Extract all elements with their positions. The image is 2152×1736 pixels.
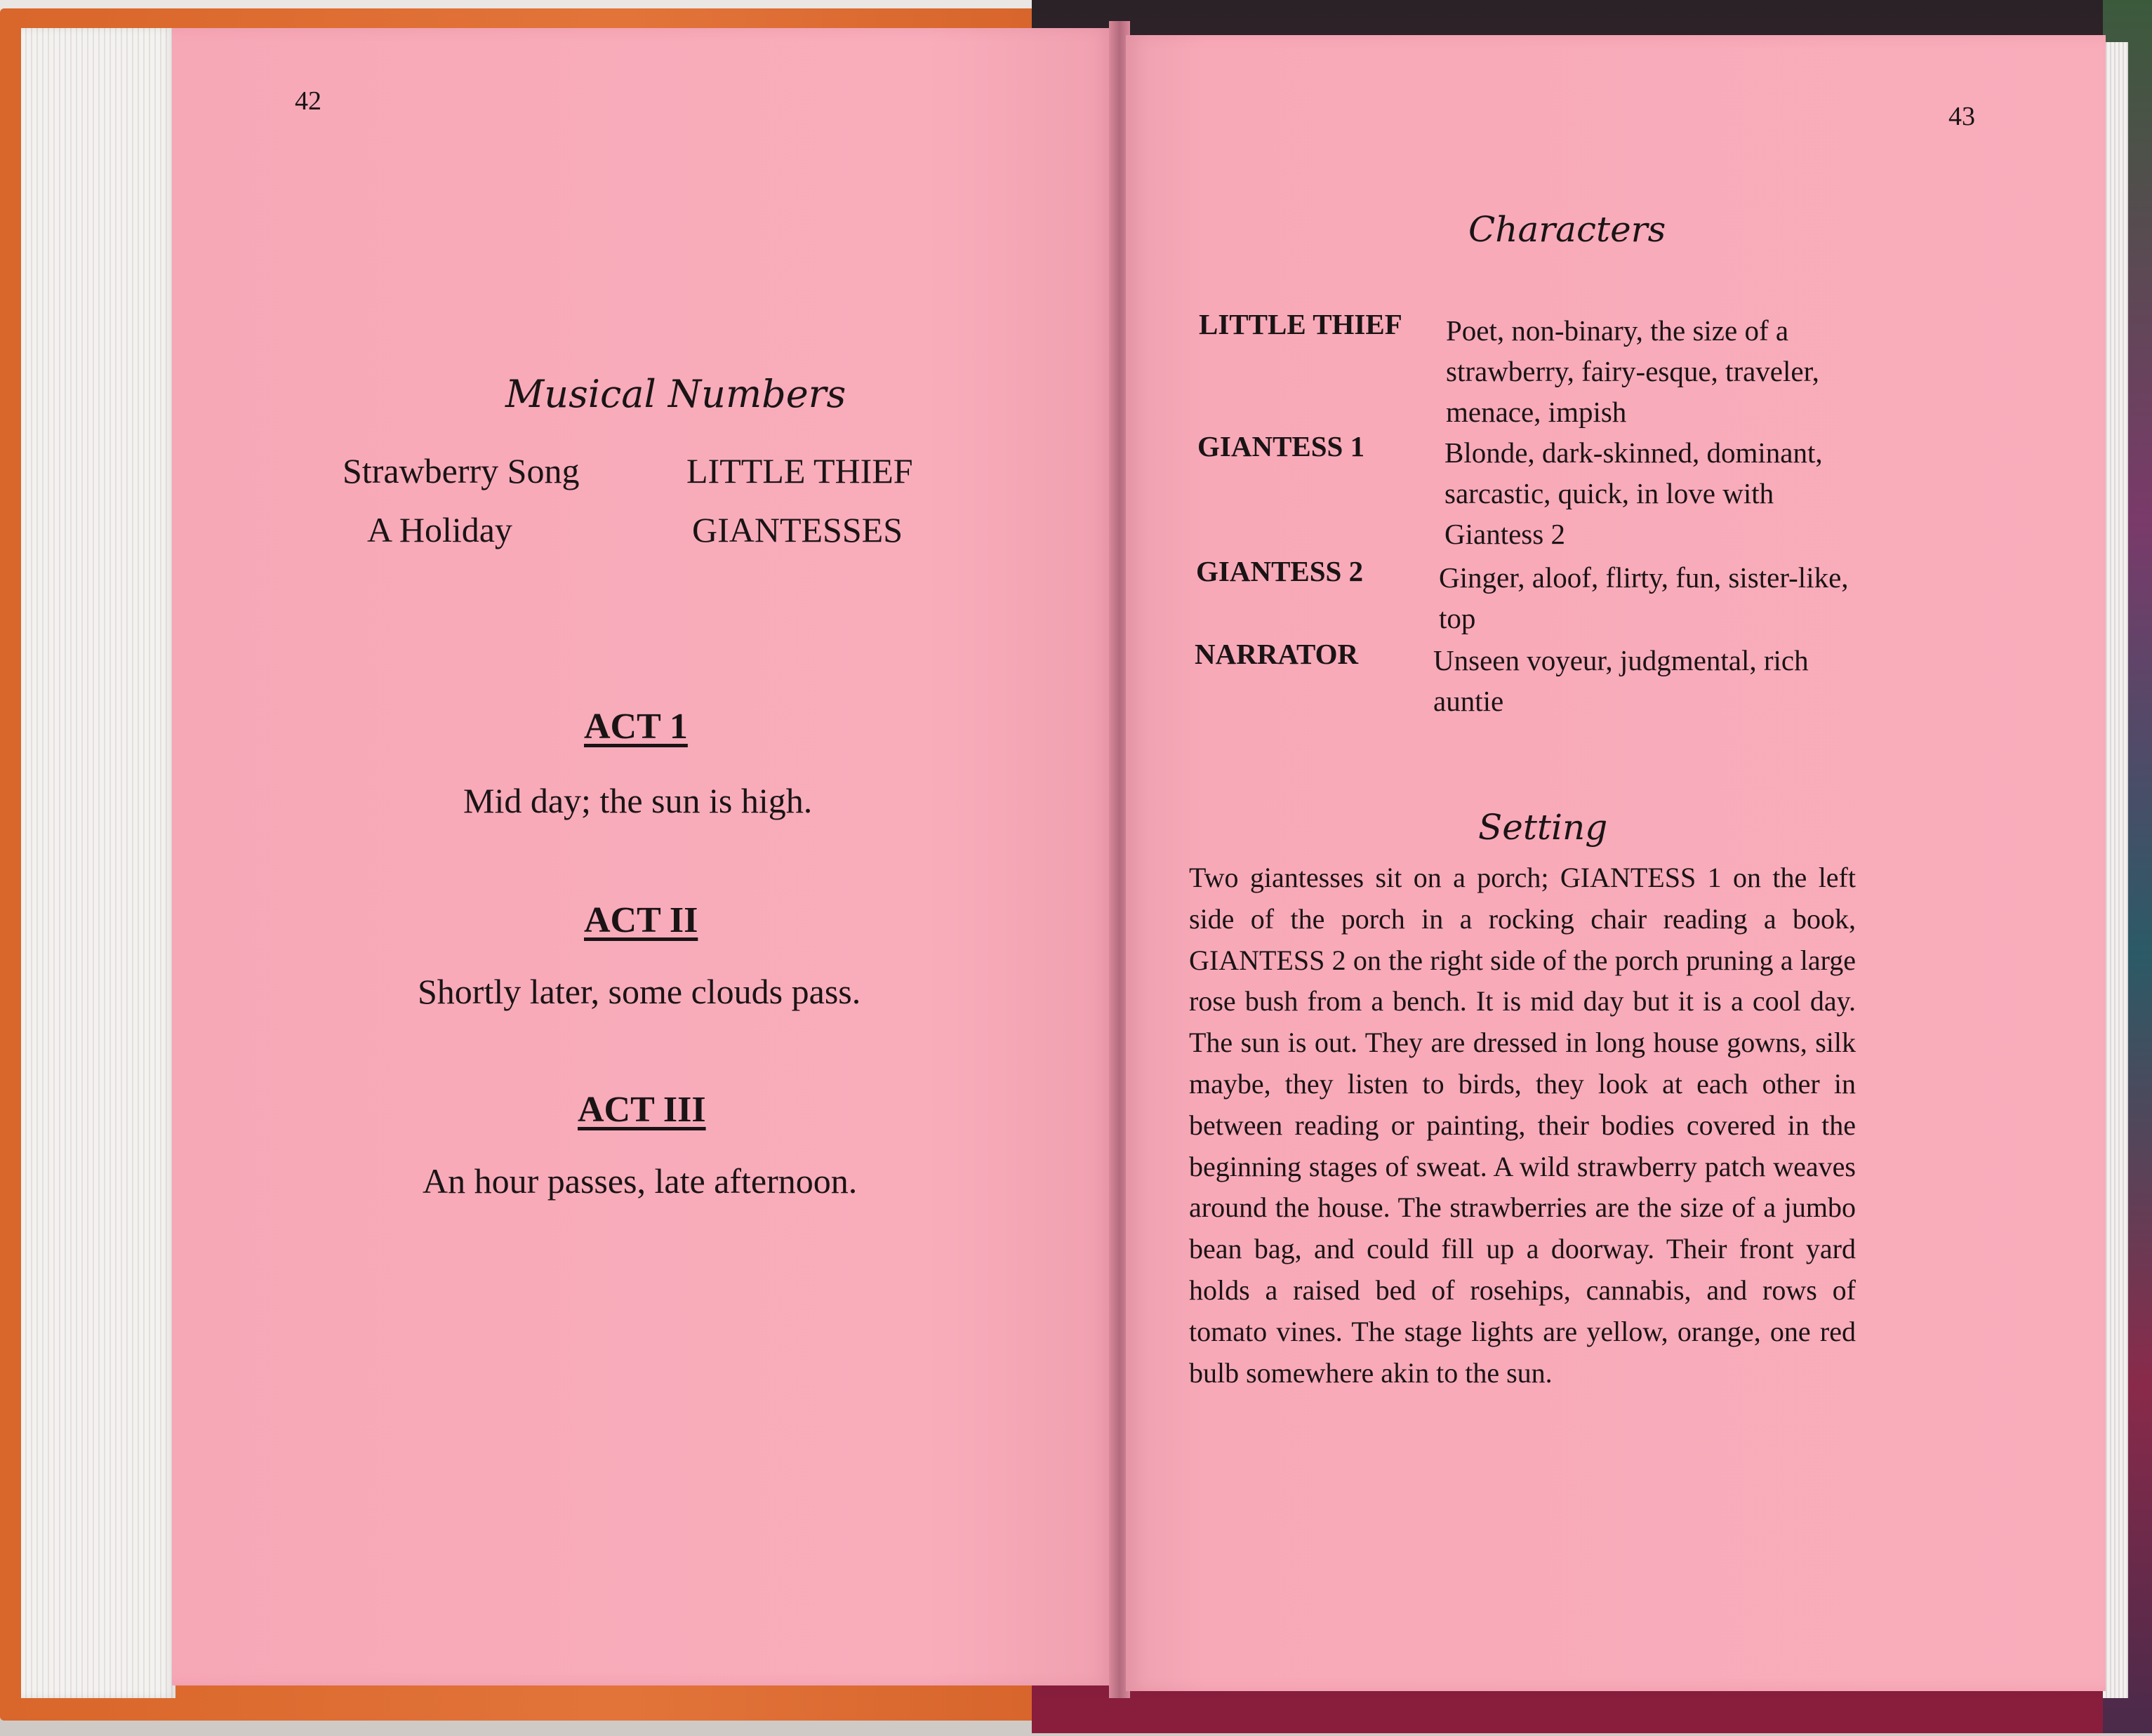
characters-heading: Characters: [1468, 209, 1666, 250]
act-title: ACT II: [584, 900, 698, 940]
setting-paragraph: Two giantesses sit on a porch; GIANTESS 1 on the left side of the porch in a rocking chair reading a book, GIANTESS 2 on the right side of the porch pruning a large rose bush from a bench. It is mid day but it is a cool day. The sun is out. They are dressed in long house gowns, silk maybe, they listen to birds, they look at each other in between reading or painting, their bodies covered in the beginning stages of sweat. A wild strawberry patch weaves around the house. The strawberries are the size of a jumbo bean bag, and could fill up a doorway. Their front yard holds a raised bed of rosehips, cannabis, and rows of tomato vines. The stage lights are yellow, orange, one red bulb somewhere akin to the sun.: [1189, 862, 1856, 1389]
character-description: Blonde, dark-skinned, dominant, sarcastic, quick, in love with Giantess 2: [1444, 436, 1823, 550]
act-description: An hour passes, late afternoon.: [423, 1161, 858, 1201]
song-title: A Holiday: [367, 510, 512, 549]
act-title: ACT 1: [584, 707, 688, 747]
character-description: Unseen voyeur, judgmental, rich auntie: [1433, 644, 1809, 717]
left-page: [172, 28, 1112, 1685]
act-description: Shortly later, some clouds pass.: [418, 972, 861, 1011]
character-name: GIANTESS 1: [1197, 430, 1365, 462]
character-description: Poet, non-binary, the size of a strawberry, fairy-esque, traveler, menace, impish: [1446, 314, 1819, 428]
act-description: Mid day; the sun is high.: [463, 781, 813, 820]
musical-numbers-heading: Musical Numbers: [505, 372, 846, 416]
setting-heading: Setting: [1478, 807, 1608, 848]
act-title: ACT III: [578, 1090, 706, 1130]
page-number-left: 42: [295, 86, 321, 116]
character-name: GIANTESS 2: [1196, 555, 1364, 587]
song-performer: GIANTESSES: [692, 510, 903, 549]
character-name: NARRATOR: [1195, 638, 1359, 670]
left-page-stack: [21, 28, 175, 1698]
song-performer: LITTLE THIEF: [686, 451, 913, 490]
character-description: Ginger, aloof, flirty, fun, sister-like, top: [1439, 561, 1849, 634]
right-page-stack: [2103, 42, 2128, 1698]
song-title: Strawberry Song: [343, 451, 580, 490]
character-name: LITTLE THIEF: [1199, 308, 1402, 340]
page-number-right: 43: [1948, 102, 1975, 131]
